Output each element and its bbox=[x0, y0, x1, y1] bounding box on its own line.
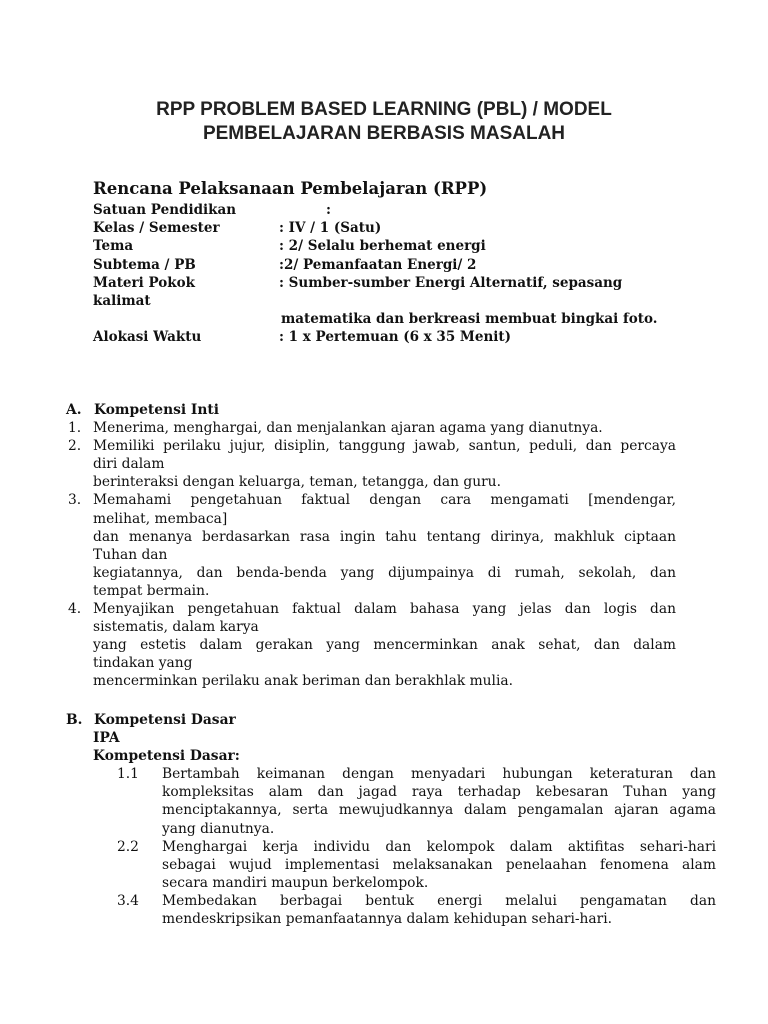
item-number: 3. bbox=[68, 492, 82, 509]
info-value: : 2/ Selalu berhemat energi bbox=[279, 238, 486, 255]
item-number: 4. bbox=[68, 601, 82, 618]
info-label: Alokasi Waktu bbox=[93, 329, 202, 346]
subject-label: IPA bbox=[93, 730, 120, 747]
info-label: Satuan Pendidikan bbox=[93, 202, 237, 218]
item-line: Bertambah keimanan dengan menyadari hubungan keteraturan dan bbox=[162, 766, 716, 783]
info-value: : Sumber-sumber Energi Alternatif, sepasang bbox=[279, 274, 623, 291]
item-line: kompleksitas alam dan jagad raya terhadap kebesaran Tuhan yang bbox=[162, 784, 716, 801]
item-line: sebagai wujud implementasi melaksanakan penelaahan fenomena alam bbox=[162, 856, 716, 873]
info-value: :2/ Pemanfaatan Energi/ 2 bbox=[279, 256, 477, 273]
title-line-1: RPP PROBLEM BASED LEARNING (PBL) / MODEL bbox=[156, 99, 612, 120]
info-continuation: matematika dan berkreasi membuat bingkai foto. bbox=[281, 311, 658, 328]
item-line: Menghargai kerja individu dan kelompok dalam aktifitas sehari-hari bbox=[162, 838, 716, 855]
info-label: Materi Pokok bbox=[93, 274, 195, 291]
item-line: diri dalam bbox=[93, 456, 165, 473]
item-line: Membedakan berbagai bentuk energi melalui pengamatan dan bbox=[162, 892, 716, 909]
item-line: secara mandiri maupun berkelompok. bbox=[162, 874, 429, 891]
info-label: Kelas / Semester bbox=[93, 220, 220, 237]
list-item bbox=[66, 838, 716, 892]
info-row-subtema bbox=[93, 256, 693, 274]
kd-heading: Kompetensi Dasar: bbox=[93, 748, 240, 765]
list-item bbox=[66, 765, 716, 837]
item-line: yang estetis dalam gerakan yang mencerminkan anak sehat, dan dalam bbox=[93, 637, 676, 654]
info-continuation: kalimat bbox=[93, 292, 151, 309]
item-line: Memiliki perilaku jujur, disiplin, tanggung jawab, santun, peduli, dan percaya bbox=[93, 438, 676, 455]
section-title: Kompetensi Dasar bbox=[94, 712, 236, 728]
document-title bbox=[0, 98, 768, 146]
item-line: berinteraksi dengan keluarga, teman, tetangga, dan guru. bbox=[93, 474, 501, 491]
item-number: 2. bbox=[68, 438, 82, 455]
item-line: Menerima, menghargai, dan menjalankan ajaran agama yang dianutnya. bbox=[93, 420, 603, 437]
info-label: Tema bbox=[93, 238, 134, 255]
list-item bbox=[66, 892, 716, 928]
section-kompetensi-inti bbox=[66, 401, 676, 691]
list-item bbox=[66, 437, 676, 491]
section-title: Kompetensi Inti bbox=[94, 402, 220, 418]
item-number: 3.4 bbox=[117, 892, 139, 909]
info-row-alokasi bbox=[93, 328, 693, 346]
item-line: mencerminkan perilaku anak beriman dan berakhlak mulia. bbox=[93, 673, 513, 690]
item-line: yang dianutnya. bbox=[162, 820, 275, 837]
info-row-materi-cont bbox=[93, 292, 693, 310]
title-line-2: PEMBELAJARAN BERBASIS MASALAH bbox=[202, 123, 566, 144]
info-table bbox=[93, 201, 693, 347]
item-line: dan menanya berdasarkan rasa ingin tahu tentang dirinya, makhluk ciptaan bbox=[93, 528, 676, 545]
item-line: Memahami pengetahuan faktual dengan cara mengamati [mendengar, bbox=[93, 492, 676, 509]
section-letter: B. bbox=[66, 712, 83, 728]
item-line: mendeskripsikan pemanfaatannya dalam kehidupan sehari-hari. bbox=[162, 911, 613, 928]
item-number: 1. bbox=[68, 420, 82, 437]
item-line: tindakan yang bbox=[93, 655, 193, 672]
info-row-kelas bbox=[93, 219, 693, 237]
item-line: sistematis, dalam karya bbox=[93, 619, 259, 636]
item-line: Tuhan dan bbox=[93, 546, 168, 563]
section-letter: A. bbox=[66, 402, 82, 418]
info-row-tema bbox=[93, 237, 693, 255]
section-heading bbox=[66, 401, 676, 419]
info-value: : 1 x Pertemuan (6 x 35 Menit) bbox=[279, 329, 512, 346]
item-number: 1.1 bbox=[117, 766, 139, 783]
info-row-materi-cont-2 bbox=[93, 310, 693, 328]
list-item bbox=[66, 491, 676, 600]
info-value: : bbox=[326, 202, 331, 218]
item-line: melihat, membaca] bbox=[93, 510, 228, 527]
item-line: kegiatannya, dan benda-benda yang dijumpainya di rumah, sekolah, dan bbox=[93, 564, 676, 581]
list-item bbox=[66, 600, 676, 690]
info-label: Subtema / PB bbox=[93, 256, 196, 273]
item-line: tempat bermain. bbox=[93, 582, 210, 599]
item-number: 2.2 bbox=[117, 838, 139, 855]
info-value: : IV / 1 (Satu) bbox=[279, 220, 382, 237]
info-row-satuan bbox=[93, 201, 693, 219]
info-row-materi bbox=[93, 274, 693, 292]
item-line: Menyajikan pengetahuan faktual dalam bahasa yang jelas dan logis dan bbox=[93, 601, 676, 618]
item-line: menciptakannya, serta mewujudkannya dalam pengamalan ajaran agama bbox=[162, 802, 716, 819]
rpp-heading: Rencana Pelaksanaan Pembelajaran (RPP) bbox=[93, 179, 488, 198]
section-heading bbox=[66, 711, 716, 729]
section-kompetensi-dasar bbox=[66, 711, 716, 928]
list-item bbox=[66, 419, 676, 437]
